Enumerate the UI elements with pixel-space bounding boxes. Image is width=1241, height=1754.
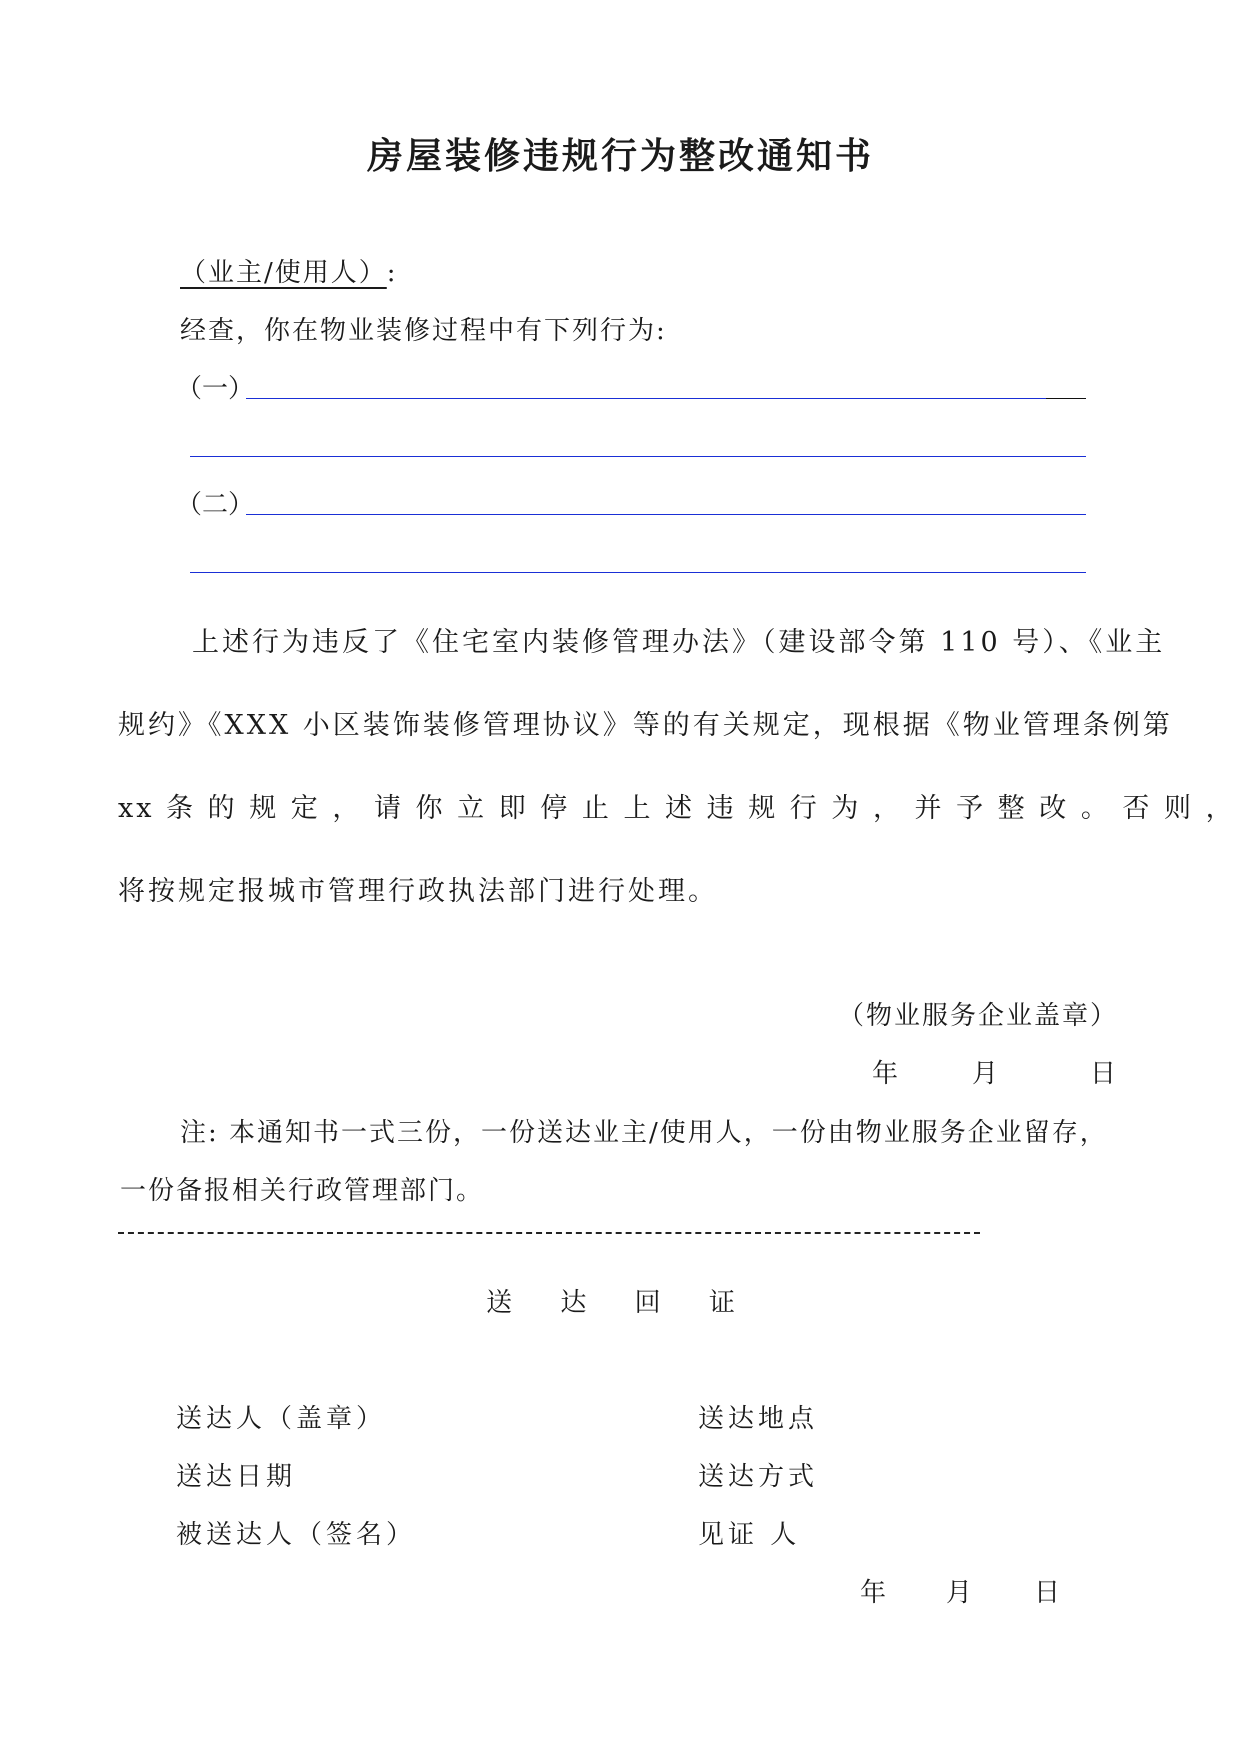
note-line-1: 注: 本通知书一式三份，一份送达业主/使用人，一份由物业服务企业留存， [180,1118,1108,1148]
item-1-continuation-line[interactable] [190,456,1086,457]
addressee-colon: : [386,258,398,288]
note-line-2: 一份备报相关行政管理部门。 [120,1176,485,1206]
item-1-fill-line[interactable] [246,398,1046,399]
item-1-fill-line-end [1046,398,1086,399]
date-month: 月 [972,1059,999,1089]
item-2-label: （二） [176,490,255,520]
addressee-line [180,252,398,289]
item-1-label: （一） [176,374,255,404]
date-day: 日 [1090,1059,1117,1089]
field-date: 送达日期 [176,1462,297,1492]
intro-text: 经查，你在物业装修过程中有下列行为: [180,316,667,346]
company-stamp-text: （物业服务企业盖章） [838,1001,1119,1031]
item-2-continuation-line[interactable] [190,572,1086,573]
paragraph-line-1: 上述行为违反了《住宅室内装修管理办法》（建设部令第 110 号）、《业主 [192,627,1166,658]
cut-line [118,1232,980,1234]
paragraph-line-2: 规约》《XXX 小区装饰装修管理协议》等的有关规定，现根据《物业管理条例第 [118,710,1173,741]
receipt-date-day: 日 [1034,1578,1061,1608]
field-location: 送达地点 [698,1404,819,1434]
document-title: 房屋装修违规行为整改通知书 [366,135,874,177]
receipt-date-year: 年 [860,1578,887,1608]
item-2-fill-line[interactable] [246,514,1086,515]
paragraph-line-3: xx 条 的 规 定 ， 请 你 立 即 停 止 上 述 违 规 行 为 ， 并 予 整 改 。 否 则 ， [118,793,1236,824]
receipt-date-month: 月 [946,1578,973,1608]
field-recipient: 被送达人（签名） [176,1520,417,1550]
field-witness: 见证 人 [698,1520,801,1550]
paragraph-line-4: 将按规定报城市管理行政执法部门进行处理。 [118,876,718,907]
receipt-title: 送 达 回 证 [486,1288,755,1318]
date-year: 年 [872,1059,899,1089]
addressee-label: （业主/使用人） [180,258,387,288]
field-server: 送达人（盖章） [176,1404,387,1434]
field-method: 送达方式 [698,1462,819,1492]
